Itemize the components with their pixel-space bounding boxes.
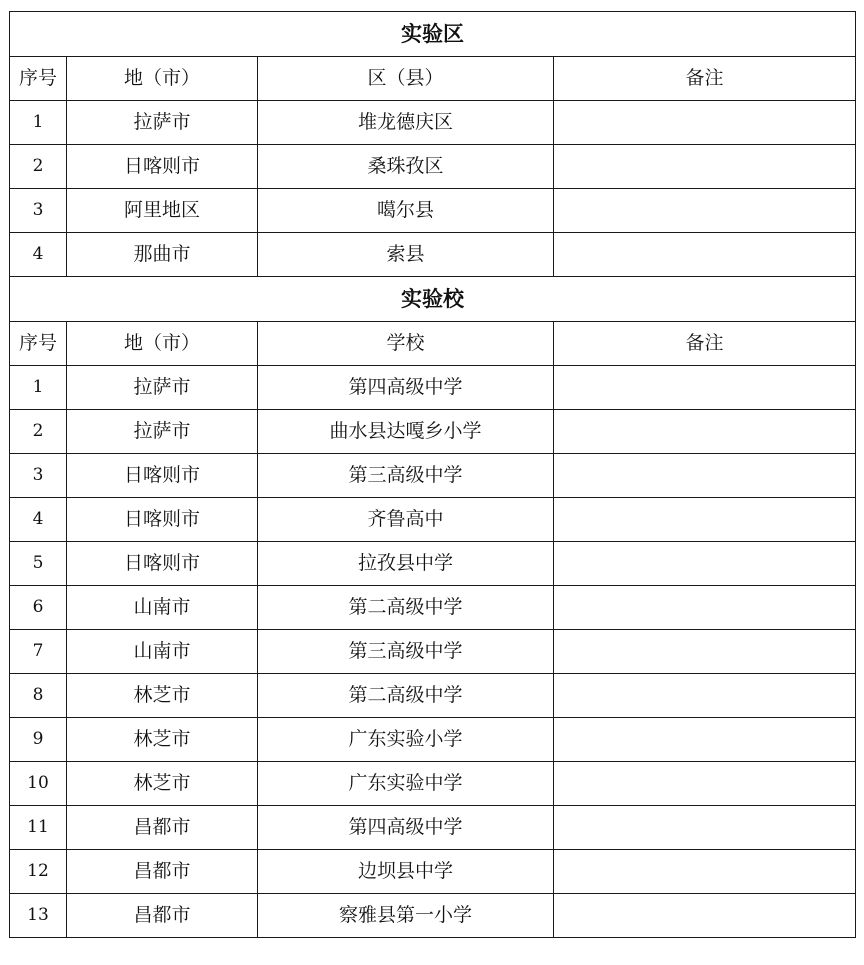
row-school: 第二高级中学 bbox=[258, 674, 554, 718]
row-number: 5 bbox=[10, 542, 67, 586]
row-city: 拉萨市 bbox=[67, 101, 258, 145]
section-title-schools: 实验校 bbox=[10, 277, 856, 322]
row-number: 1 bbox=[10, 366, 67, 410]
row-number: 6 bbox=[10, 586, 67, 630]
row-note bbox=[554, 498, 856, 542]
row-school: 第四高级中学 bbox=[258, 366, 554, 410]
row-school: 边坝县中学 bbox=[258, 850, 554, 894]
row-district: 索县 bbox=[258, 233, 554, 277]
table-row bbox=[10, 410, 856, 454]
row-note bbox=[554, 630, 856, 674]
row-city: 阿里地区 bbox=[67, 189, 258, 233]
row-number: 12 bbox=[10, 850, 67, 894]
table-row bbox=[10, 718, 856, 762]
row-school: 广东实验中学 bbox=[258, 762, 554, 806]
row-number: 4 bbox=[10, 498, 67, 542]
table-row bbox=[10, 674, 856, 718]
row-school: 拉孜县中学 bbox=[258, 542, 554, 586]
row-note bbox=[554, 806, 856, 850]
table-row bbox=[10, 189, 856, 233]
header-no: 序号 bbox=[10, 57, 67, 101]
table-body bbox=[10, 12, 856, 938]
header-row-schools bbox=[10, 322, 856, 366]
row-note bbox=[554, 189, 856, 233]
header-note: 备注 bbox=[554, 57, 856, 101]
row-school: 第四高级中学 bbox=[258, 806, 554, 850]
table-row bbox=[10, 366, 856, 410]
row-number: 3 bbox=[10, 454, 67, 498]
row-district: 堆龙德庆区 bbox=[258, 101, 554, 145]
row-number: 13 bbox=[10, 894, 67, 938]
row-number: 11 bbox=[10, 806, 67, 850]
row-number: 7 bbox=[10, 630, 67, 674]
header-district: 区（县） bbox=[258, 57, 554, 101]
row-note bbox=[554, 894, 856, 938]
row-city: 拉萨市 bbox=[67, 410, 258, 454]
row-note bbox=[554, 145, 856, 189]
header-note: 备注 bbox=[554, 322, 856, 366]
row-city: 日喀则市 bbox=[67, 454, 258, 498]
row-city: 林芝市 bbox=[67, 762, 258, 806]
row-number: 3 bbox=[10, 189, 67, 233]
row-school: 曲水县达嘎乡小学 bbox=[258, 410, 554, 454]
row-school: 广东实验小学 bbox=[258, 718, 554, 762]
row-city: 日喀则市 bbox=[67, 498, 258, 542]
row-city: 日喀则市 bbox=[67, 542, 258, 586]
table-row bbox=[10, 101, 856, 145]
row-city: 昌都市 bbox=[67, 894, 258, 938]
row-city: 日喀则市 bbox=[67, 145, 258, 189]
row-district: 桑珠孜区 bbox=[258, 145, 554, 189]
table-row bbox=[10, 233, 856, 277]
experiment-table bbox=[9, 11, 856, 938]
row-number: 4 bbox=[10, 233, 67, 277]
row-number: 2 bbox=[10, 410, 67, 454]
section-title-districts: 实验区 bbox=[10, 12, 856, 57]
row-city: 山南市 bbox=[67, 630, 258, 674]
row-number: 1 bbox=[10, 101, 67, 145]
table-row bbox=[10, 894, 856, 938]
row-school: 齐鲁高中 bbox=[258, 498, 554, 542]
row-city: 昌都市 bbox=[67, 806, 258, 850]
table-row bbox=[10, 762, 856, 806]
row-city: 山南市 bbox=[67, 586, 258, 630]
row-number: 8 bbox=[10, 674, 67, 718]
row-note bbox=[554, 454, 856, 498]
row-city: 林芝市 bbox=[67, 718, 258, 762]
row-note bbox=[554, 101, 856, 145]
table-row bbox=[10, 806, 856, 850]
table-row bbox=[10, 542, 856, 586]
row-note bbox=[554, 718, 856, 762]
header-city: 地（市） bbox=[67, 322, 258, 366]
table-row bbox=[10, 454, 856, 498]
row-district: 噶尔县 bbox=[258, 189, 554, 233]
row-school: 第三高级中学 bbox=[258, 630, 554, 674]
header-row-districts bbox=[10, 57, 856, 101]
table-row bbox=[10, 498, 856, 542]
row-note bbox=[554, 410, 856, 454]
row-note bbox=[554, 586, 856, 630]
row-note bbox=[554, 233, 856, 277]
row-city: 那曲市 bbox=[67, 233, 258, 277]
table-row bbox=[10, 850, 856, 894]
table-row bbox=[10, 145, 856, 189]
section-title-row bbox=[10, 12, 856, 57]
row-note bbox=[554, 850, 856, 894]
row-city: 林芝市 bbox=[67, 674, 258, 718]
row-number: 9 bbox=[10, 718, 67, 762]
header-no: 序号 bbox=[10, 322, 67, 366]
row-note bbox=[554, 762, 856, 806]
row-note bbox=[554, 674, 856, 718]
row-number: 10 bbox=[10, 762, 67, 806]
table-row bbox=[10, 630, 856, 674]
row-number: 2 bbox=[10, 145, 67, 189]
header-city: 地（市） bbox=[67, 57, 258, 101]
section-title-row bbox=[10, 277, 856, 322]
row-city: 拉萨市 bbox=[67, 366, 258, 410]
row-note bbox=[554, 366, 856, 410]
row-school: 察雅县第一小学 bbox=[258, 894, 554, 938]
row-note bbox=[554, 542, 856, 586]
header-school: 学校 bbox=[258, 322, 554, 366]
row-city: 昌都市 bbox=[67, 850, 258, 894]
table-row bbox=[10, 586, 856, 630]
row-school: 第三高级中学 bbox=[258, 454, 554, 498]
row-school: 第二高级中学 bbox=[258, 586, 554, 630]
